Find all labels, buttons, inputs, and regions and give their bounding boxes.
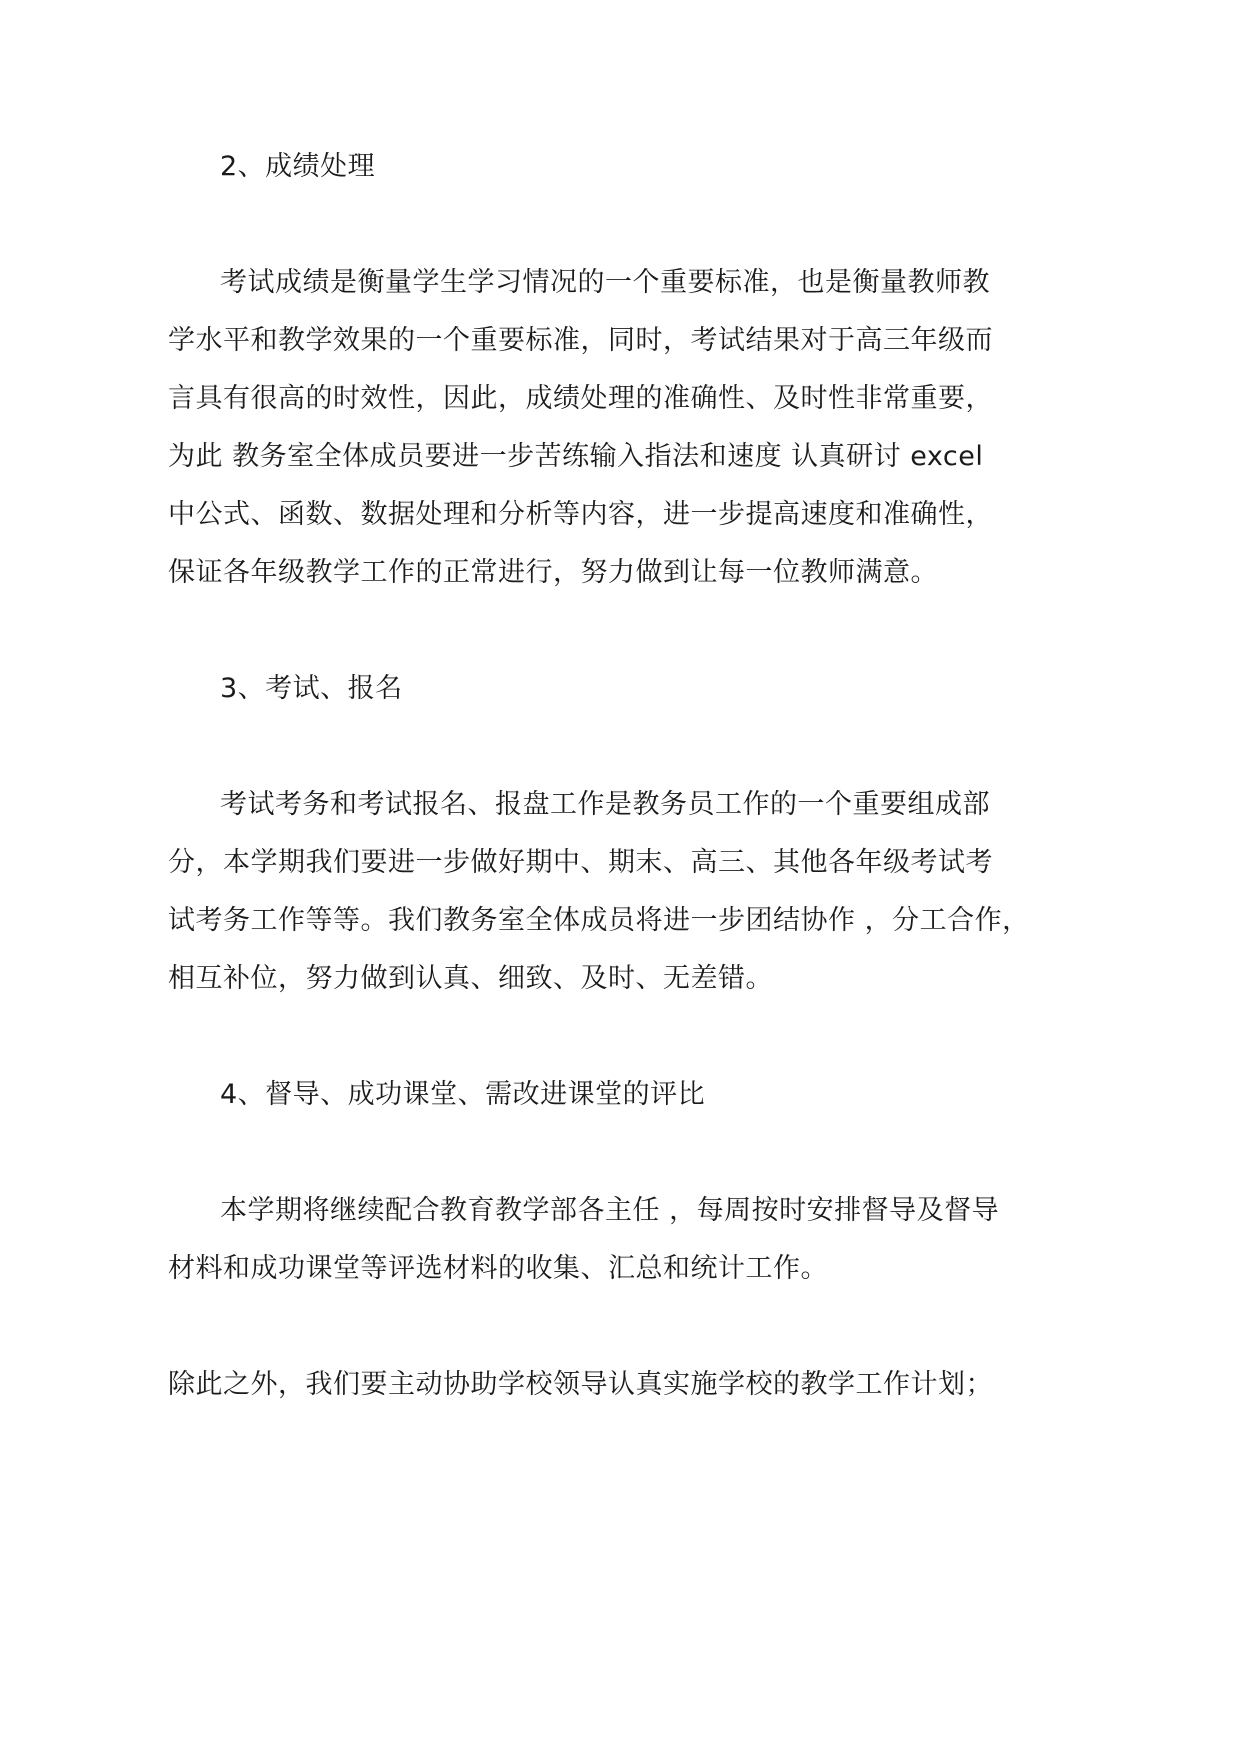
paragraph-line: 学水平和教学效果的一个重要标准，同时，考试结果对于高三年级而 [168,325,993,356]
paragraph-line: 言具有很高的时效性，因此，成绩处理的准确性、及时性非常重要， [168,383,993,414]
paragraph-line: 考试考务和考试报名、报盘工作是教务员工作的一个重要组成部 [220,789,990,820]
paragraph-line: 保证各年级教学工作的正常进行，努力做到让每一位教师满意。 [168,557,938,588]
paragraph-line: 考试成绩是衡量学生学习情况的一个重要标准，也是衡量教师教 [220,267,990,298]
paragraph-line: 中公式、函数、数据处理和分析等内容，进一步提高速度和准确性， [168,499,993,530]
paragraph-line: 相互补位，努力做到认真、细致、及时、无差错。 [168,963,773,994]
paragraph-line: 除此之外，我们要主动协助学校领导认真实施学校的教学工作计划； [168,1369,993,1400]
section-heading-4: 4、督导、成功课堂、需改进课堂的评比 [220,1079,706,1110]
paragraph-line: 为此 教务室全体成员要进一步苦练输入指法和速度 认真研讨 excel [168,441,984,472]
section-heading-3: 3、考试、报名 [220,673,403,704]
paragraph-line: 本学期将继续配合教育教学部各主任 ，每周按时安排督导及督导 [220,1195,1000,1226]
paragraph-line: 试考务工作等等。我们教务室全体成员将进一步团结协作 ，分工合作， [168,905,1030,936]
section-heading-2: 2、成绩处理 [220,151,376,182]
paragraph-line: 分，本学期我们要进一步做好期中、期末、高三、其他各年级考试考 [168,847,993,878]
paragraph-line: 材料和成功课堂等评选材料的收集、汇总和统计工作。 [168,1253,828,1284]
